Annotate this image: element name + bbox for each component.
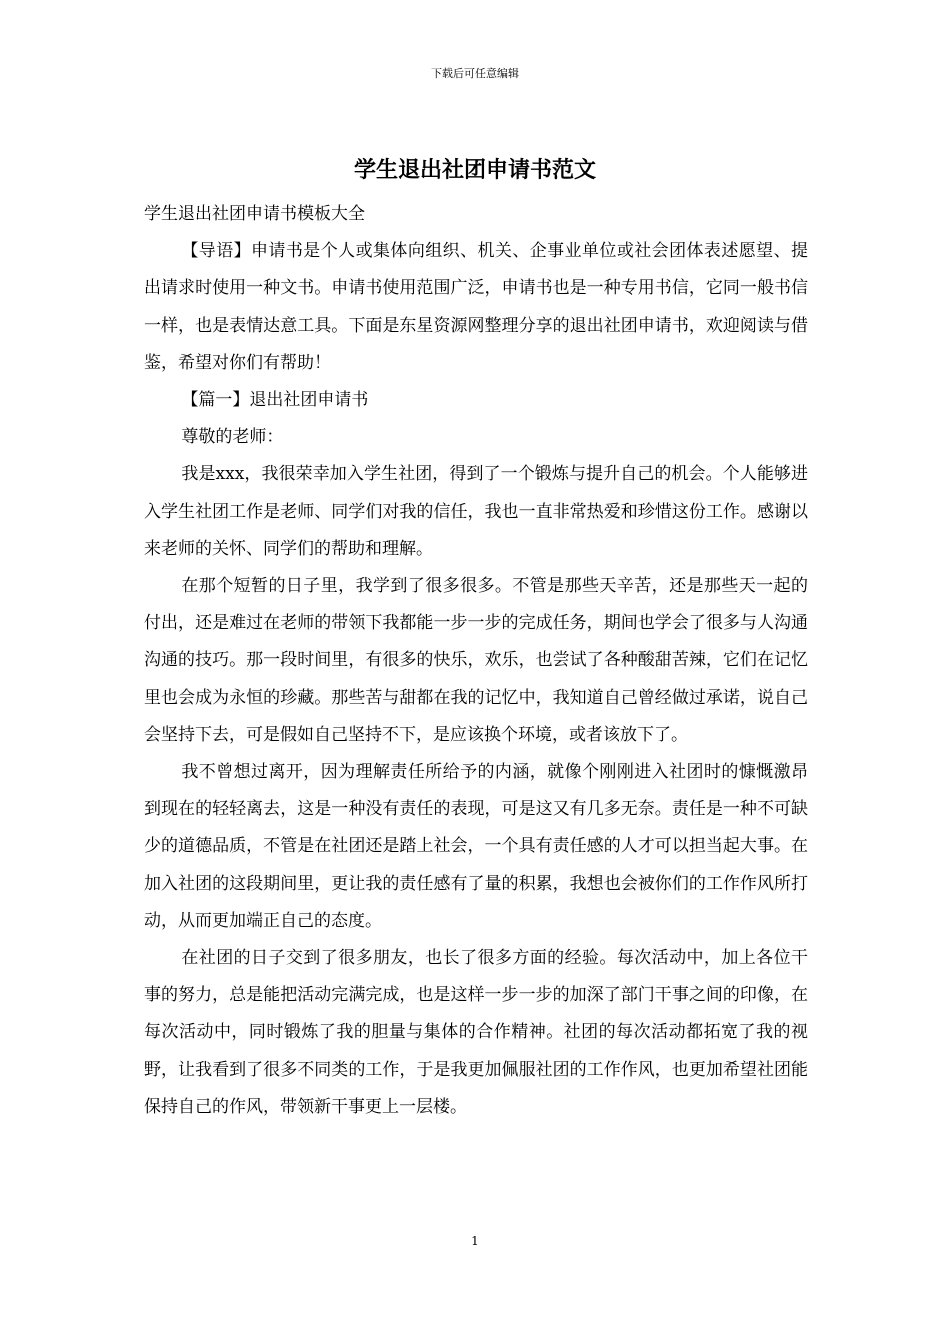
paragraph-intro: 【导语】申请书是个人或集体向组织、机关、企事业单位或社会团体表述愿望、提出请求时使用一种文书。申请书使用范围广泛，申请书也是一种专用书信，它同一般书信一样，也是表情达意工具。下面是东星资源网整理分享的退出社团申请书，欢迎阅读与借鉴，希望对你们有帮助！: [144, 241, 808, 373]
paragraph: 我不曾想过离开，因为理解责任所给予的内涵，就像个刚刚进入社团时的慷慨激昂到现在的轻轻离去，这是一种没有责任的表现，可是这又有几多无奈。责任是一种不可缺少的道德品质，不管是在社团还是踏上社会，一个具有责任感的人才可以担当起大事。在加入社团的这段期间里，更让我的责任感有了量的积累，我想也会被你们的工作作风所打动，从而更加端正自己的态度。: [144, 762, 808, 931]
document-subtitle: 学生退出社团申请书模板大全: [144, 204, 365, 224]
page-header-note: 下载后可任意编辑: [431, 67, 519, 80]
document-body: [144, 196, 808, 1126]
document-title: 学生退出社团申请书范文: [353, 157, 596, 183]
paragraph: 在那个短暂的日子里，我学到了很多很多。不管是那些天辛苦，还是那些天一起的付出，还是难过在老师的带领下我都能一步一步的完成任务，期间也学会了很多与人沟通沟通的技巧。那一段时间里，有很多的快乐，欢乐，也尝试了各种酸甜苦辣，它们在记忆里也会成为永恒的珍藏。那些苦与甜都在我的记忆中，我知道自己曾经做过承诺，说自己会坚持下去，可是假如自己坚持不下，是应该换个环境，或者该放下了。: [144, 576, 808, 745]
section-heading: 【篇一】退出社团申请书: [181, 390, 369, 411]
paragraph: 在社团的日子交到了很多朋友，也长了很多方面的经验。每次活动中，加上各位干事的努力，总是能把活动完满完成，也是这样一步一步的加深了部门干事之间的印像，在每次活动中，同时锻炼了我的胆量与集体的合作精神。社团的每次活动都拓宽了我的视野，让我看到了很多不同类的工作，于是我更加佩服社团的工作作风，也更加希望社团能保持自己的作风，带领新干事更上一层楼。: [144, 948, 808, 1117]
salutation: 尊敬的老师：: [181, 427, 284, 448]
paragraph: 我是xxx，我很荣幸加入学生社团，得到了一个锻炼与提升自己的机会。个人能够进入学生社团工作是老师、同学们对我的信任，我也一直非常热爱和珍惜这份工作。感谢以来老师的关怀、同学们的帮助和理解。: [144, 464, 808, 559]
page-number: 1: [471, 1234, 479, 1248]
